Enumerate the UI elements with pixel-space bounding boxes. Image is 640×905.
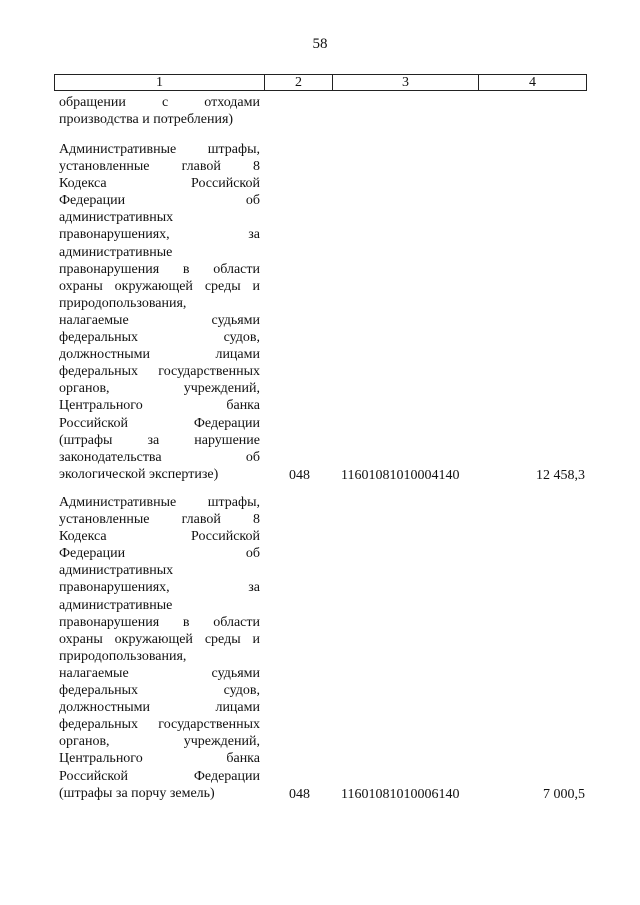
description-line: Центрального банка <box>59 751 260 767</box>
row-2-kbk-code: 11601081010006140 <box>341 787 460 802</box>
description-line: административных <box>59 563 174 579</box>
description-line: правонарушения в области <box>59 614 260 630</box>
description-line: федеральных судов, <box>59 330 260 346</box>
description-line: федеральных государственных <box>59 717 260 733</box>
description-line: законодательства об <box>59 449 260 465</box>
description-line: Административные штрафы, <box>59 142 260 157</box>
description-line: налагаемые судьями <box>59 665 260 681</box>
description-line: правонарушениях, за <box>59 227 260 243</box>
page-number: 58 <box>312 36 328 52</box>
row-1-admin-code: 048 <box>289 468 310 483</box>
column-header-1: 1 <box>55 75 265 90</box>
description-line: административных <box>59 210 174 226</box>
description-line: органов, учреждений, <box>59 381 260 397</box>
description-line: органов, учреждений, <box>59 734 260 750</box>
description-line: установленные главой 8 <box>59 512 260 528</box>
description-line: налагаемые судьями <box>59 312 260 328</box>
continuation-line: обращении с отходами <box>59 95 260 110</box>
description-line: федеральных государственных <box>59 364 260 380</box>
row-2-admin-code: 048 <box>289 787 310 802</box>
continuation-line: производства и потребления) <box>59 112 234 128</box>
description-line: Федерации об <box>59 546 260 562</box>
description-line: охраны окружающей среды и <box>59 278 260 294</box>
description-line: Административные штрафы, <box>59 495 260 510</box>
description-line: Федерации об <box>59 193 260 209</box>
continuation-text <box>59 94 260 128</box>
description-line: федеральных судов, <box>59 683 260 699</box>
row-2-amount: 7 000,5 <box>543 787 585 802</box>
column-header-4: 4 <box>529 75 536 90</box>
description-line: природопользования, <box>59 648 187 664</box>
description-line: должностными лицами <box>59 700 260 716</box>
description-line: Кодекса Российской <box>59 176 260 192</box>
table-header-row <box>54 74 587 91</box>
description-line: должностными лицами <box>59 347 260 363</box>
description-line: Центрального банка <box>59 398 260 414</box>
description-line: (штрафы за порчу земель) <box>59 785 215 801</box>
column-header-2: 2 <box>265 75 333 90</box>
description-line: Кодекса Российской <box>59 529 260 545</box>
description-line: административные <box>59 597 173 613</box>
description-line: правонарушениях, за <box>59 580 260 596</box>
description-line: охраны окружающей среды и <box>59 631 260 647</box>
description-line: Российской Федерации <box>59 415 260 431</box>
row-1-amount: 12 458,3 <box>536 468 585 483</box>
row-2-description <box>59 494 260 802</box>
row-1-kbk-code: 11601081010004140 <box>341 468 460 483</box>
description-line: природопользования, <box>59 295 187 311</box>
description-line: административные <box>59 244 173 260</box>
description-line: Российской Федерации <box>59 768 260 784</box>
description-line: (штрафы за нарушение <box>59 432 260 448</box>
column-header-3: 3 <box>333 75 479 90</box>
description-line: экологической экспертизе) <box>59 466 219 482</box>
description-line: установленные главой 8 <box>59 159 260 175</box>
description-line: правонарушения в области <box>59 261 260 277</box>
row-1-description <box>59 141 260 483</box>
